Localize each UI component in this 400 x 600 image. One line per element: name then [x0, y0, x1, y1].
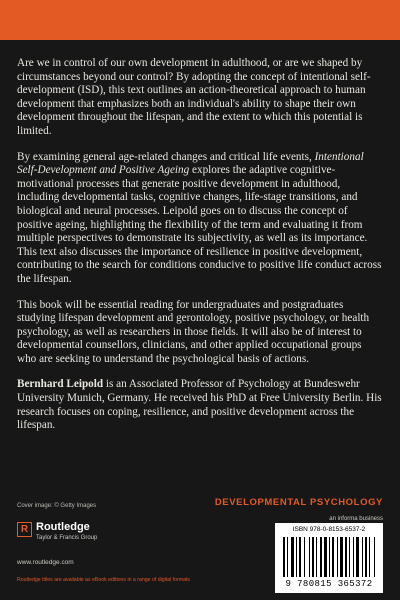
top-accent-bar	[0, 0, 400, 40]
barcode-panel	[275, 523, 383, 593]
cover-image-credit: Cover image: © Getty Images	[17, 503, 97, 509]
back-cover-text	[17, 57, 383, 445]
barcode-icon	[283, 537, 375, 577]
author-bio: Bernhard Leipold is an Associated Professor of Psychology at Bundeswehr University Munich, Germany. He received his PhD at Free University Berlin. His research focuses on coping, resilience, and positive development across the lifespan.	[17, 378, 382, 432]
publisher-group: Taylor & Francis Group	[36, 535, 98, 541]
description-paragraph-3: This book will be essential reading for undergraduates and postgraduates studying lifespan development and gerontology, positive psychology, or health psychology, as well as researchers in those fields. It will also be of interest to developmental counsellors, clinicians, and other applied occupational groups who are seeking to understand the psychological basis of actions.	[17, 298, 370, 365]
publisher-name: Routledge	[36, 521, 90, 533]
routledge-logo-icon: R	[17, 522, 32, 537]
book-title: Intentional Self-Development and Positive Ageing	[17, 150, 364, 177]
barcode-digits: 9 780815 365372	[285, 579, 373, 589]
publisher-url: www.routledge.com	[17, 559, 74, 566]
isbn-label: ISBN 978-0-8153-6537-2	[292, 526, 366, 533]
informa-business-tag: an informa business	[329, 516, 383, 522]
subject-category: DEVELOPMENTAL PSYCHOLOGY	[214, 497, 383, 508]
ebook-availability-note: Routledge titles are available as eBook editions in a range of digital formats	[17, 577, 191, 583]
description-paragraph-2: By examining general age-related changes and critical life events, Intentional Self-Development and Positive Ageing explores the adaptive cognitive-motivational processes that generate positive development in adulthood, including developmental tasks, cognitive changes, life-stage transitions, and biological and neural processes. Leipold goes on to discuss the concept of positive ageing, highlighting the flexibility of the term and evaluating it from multiple perspectives to demonstrate its subjectivity, as well as its importance. This text also discusses the importance of resilience in positive development, contributing to the search for conditions conducive to positive life conduct across the lifespan.	[17, 150, 382, 285]
author-name: Bernhard Leipold	[17, 378, 104, 391]
description-paragraph-1: Are we in control of our own development in adulthood, or are we shaped by circumstances beyond our control? By adopting the concept of intentional self-development (ISD), this text outlines an action-theoretical approach to human development that emphasizes both an individual's ability to shape their own development throughout the lifespan, and the extent to which this potential is limited.	[17, 57, 371, 137]
